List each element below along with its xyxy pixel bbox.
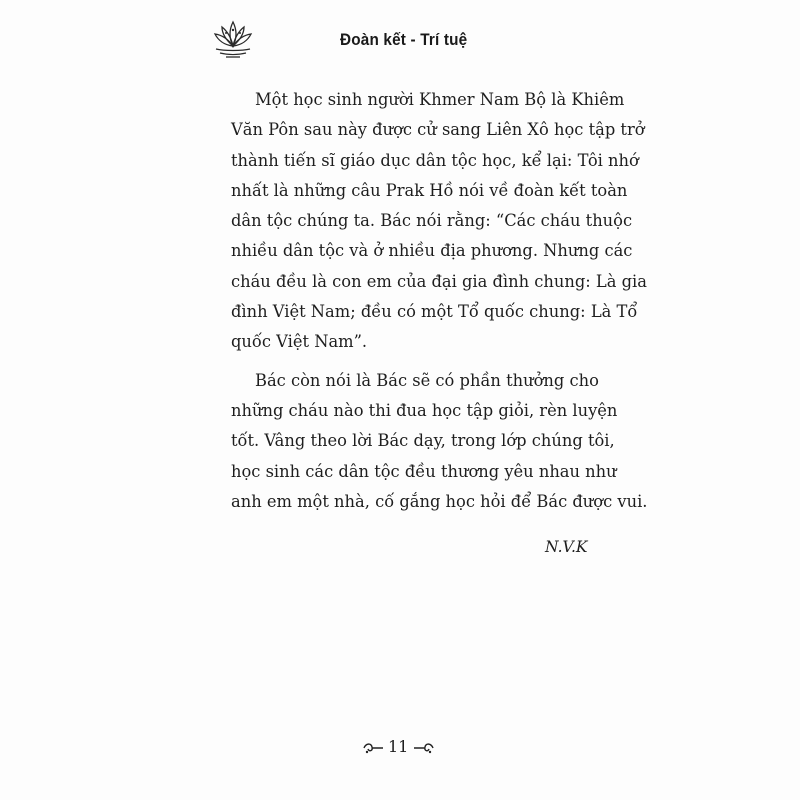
text-line: nhiều dân tộc và ở nhiều địa phương. Nhưng các <box>231 241 633 261</box>
page-footer <box>0 736 800 766</box>
paragraph-1 <box>231 85 647 358</box>
text-line: Bác còn nói là Bác sẽ có phần thưởng cho <box>255 370 599 390</box>
paragraph-2 <box>231 366 648 517</box>
text-line: thành tiến sĩ giáo dục dân tộc học, kể lại: Tôi nhớ <box>231 150 639 170</box>
text-line: anh em một nhà, cố gắng học hỏi để Bác được vui. <box>231 491 648 511</box>
text-line: tốt. Vâng theo lời Bác dạy, trong lớp chúng tôi, <box>231 431 615 451</box>
text-line: dân tộc chúng ta. Bác nói rằng: “Các cháu thuộc <box>231 211 633 231</box>
body-text <box>231 85 648 517</box>
page-header <box>0 14 800 64</box>
text-line: Một học sinh người Khmer Nam Bộ là Khiêm <box>255 90 625 109</box>
text-line: quốc Việt Nam”. <box>231 332 368 352</box>
page-number: 11 <box>388 737 409 756</box>
reverse-page-bleed <box>190 505 630 625</box>
text-line: cháu đều là con em của đại gia đình chung: Là gia <box>231 271 647 291</box>
scroll-flourish-icon <box>413 740 435 756</box>
text-line: đình Việt Nam; đều có một Tổ quốc chung: Là Tổ <box>231 302 638 322</box>
author-signature: N.V.K <box>545 538 588 556</box>
text-line: những cháu nào thi đua học tập giỏi, rèn luyện <box>231 400 618 420</box>
lotus-icon <box>210 18 256 62</box>
running-title: Đoàn kết - Trí tuệ <box>340 30 468 49</box>
scroll-flourish-icon <box>362 740 384 756</box>
text-line: học sinh các dân tộc đều thương yêu nhau như <box>231 461 617 481</box>
text-line: nhất là những câu Prak Hồ nói về đoàn kết toàn <box>231 180 628 200</box>
text-line: Văn Pôn sau này được cử sang Liên Xô học tập trở <box>231 120 645 140</box>
